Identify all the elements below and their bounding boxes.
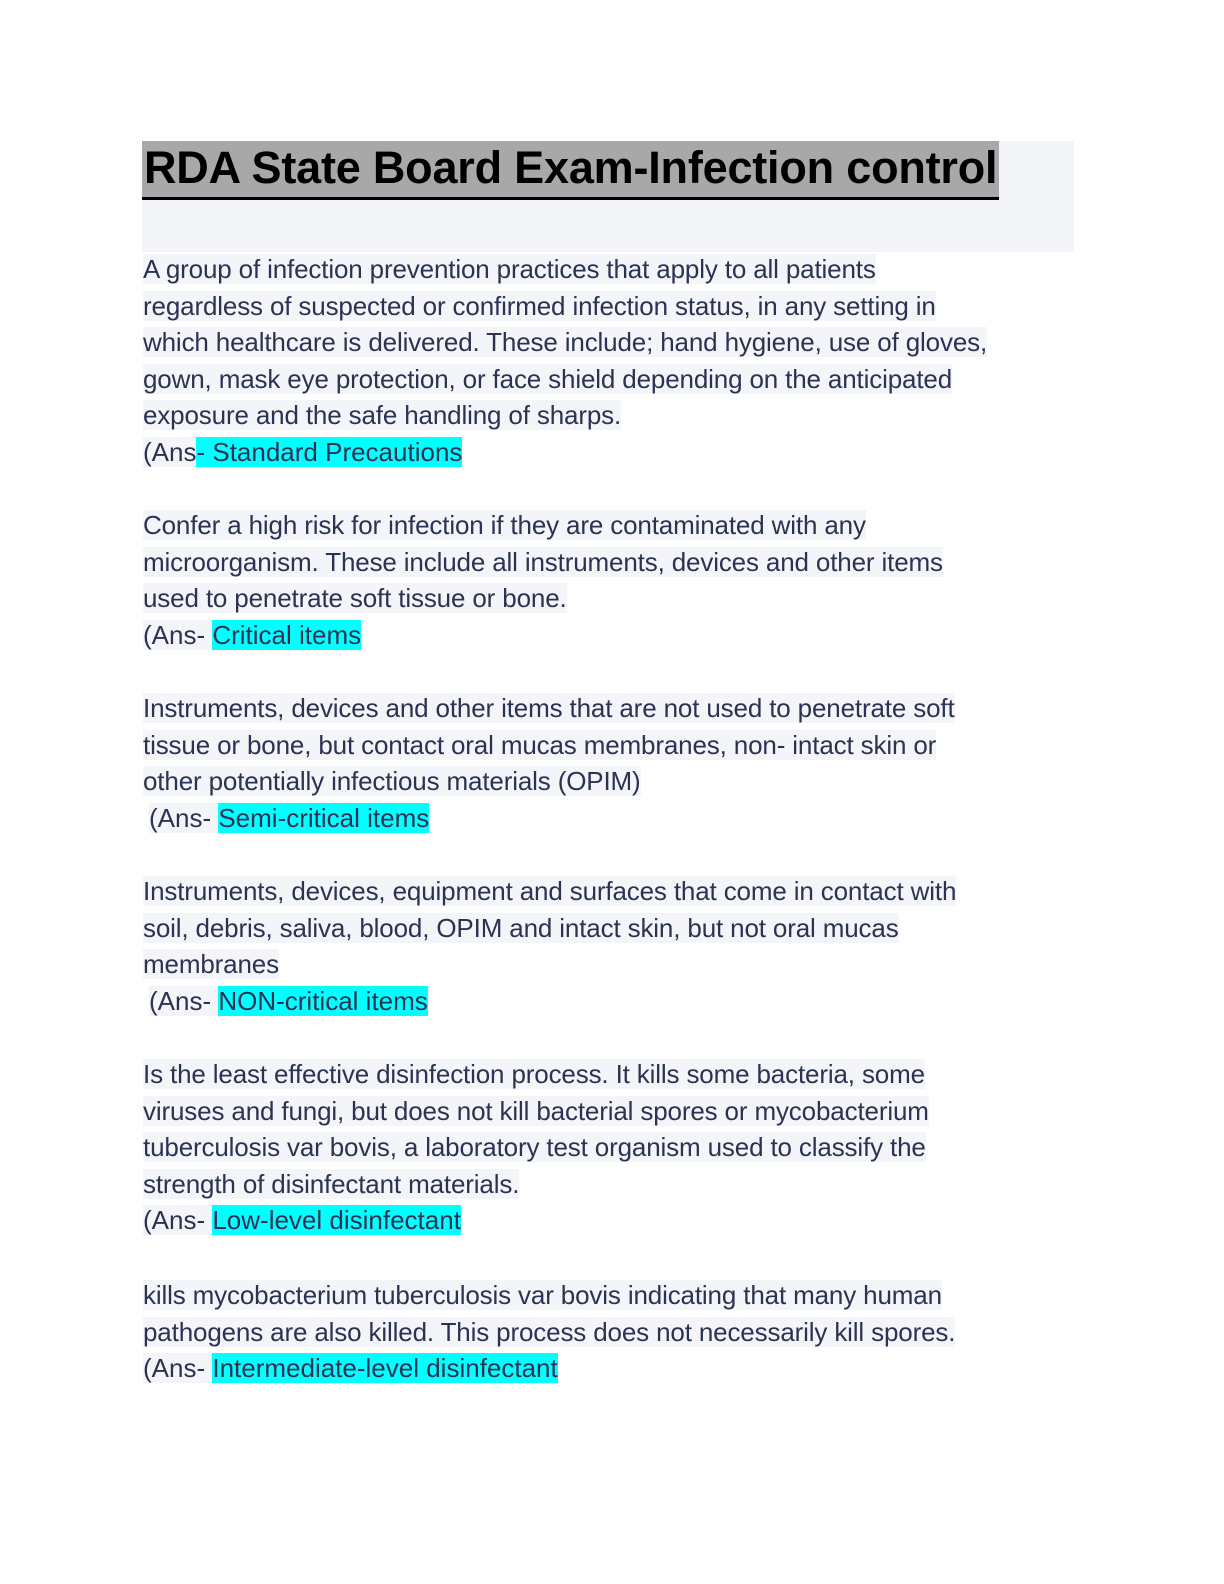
answer-prefix: (Ans bbox=[143, 436, 197, 467]
question-line: regardless of suspected or confirmed infection status, in any setting in bbox=[143, 290, 936, 321]
qa-item-standard-precautions bbox=[143, 251, 1083, 471]
question-line: strength of disinfectant materials. bbox=[143, 1168, 520, 1199]
answer-prefix: (Ans- bbox=[143, 619, 213, 650]
question-line: pathogens are also killed. This process does not necessarily kill spores. bbox=[143, 1316, 956, 1347]
question-line: soil, debris, saliva, blood, OPIM and intact skin, but not oral mucas bbox=[143, 912, 899, 943]
question-line: microorganism. These include all instruments, devices and other items bbox=[143, 546, 943, 577]
answer-highlight: Critical items bbox=[212, 619, 362, 650]
question-line: Is the least effective disinfection process. It kills some bacteria, some bbox=[143, 1059, 925, 1089]
question-line: viruses and fungi, but does not kill bacterial spores or mycobacterium bbox=[143, 1095, 929, 1126]
answer-highlight: Semi-critical items bbox=[218, 802, 430, 833]
answer-highlight: Intermediate-level disinfectant bbox=[212, 1353, 558, 1384]
question-line: Confer a high risk for infection if they are contaminated with any bbox=[143, 510, 866, 540]
question-line: used to penetrate soft tissue or bone. bbox=[143, 583, 567, 614]
question-line: exposure and the safe handling of sharps. bbox=[143, 400, 622, 431]
question-line: which healthcare is delivered. These include; hand hygiene, use of gloves, bbox=[143, 327, 988, 358]
answer-prefix: (Ans- bbox=[149, 985, 219, 1016]
question-line: gown, mask eye protection, or face shield depending on the anticipated bbox=[143, 363, 953, 394]
page-title: RDA State Board Exam-Infection control bbox=[142, 141, 999, 200]
answer-prefix: (Ans- bbox=[143, 1353, 213, 1384]
question-line: tissue or bone, but contact oral mucas membranes, non- intact skin or bbox=[143, 729, 937, 760]
answer-highlight: - Standard Precautions bbox=[196, 436, 463, 467]
question-line: A group of infection prevention practices that apply to all patients bbox=[143, 254, 876, 284]
question-line: Instruments, devices and other items that are not used to penetrate soft bbox=[143, 693, 955, 723]
question-line: Instruments, devices, equipment and surfaces that come in contact with bbox=[143, 876, 957, 906]
qa-item-intermediate-level-disinfectant bbox=[143, 1277, 1083, 1387]
answer-prefix: (Ans- bbox=[143, 1205, 213, 1236]
question-line: kills mycobacterium tuberculosis var bovis indicating that many human bbox=[143, 1280, 942, 1310]
qa-item-semi-critical-items bbox=[143, 690, 1083, 836]
qa-item-non-critical-items bbox=[143, 873, 1083, 1019]
answer-highlight: NON-critical items bbox=[218, 985, 428, 1016]
answer-prefix: (Ans- bbox=[149, 802, 219, 833]
answer-highlight: Low-level disinfectant bbox=[212, 1205, 461, 1236]
qa-item-low-level-disinfectant bbox=[143, 1056, 1083, 1239]
qa-item-critical-items bbox=[143, 507, 1083, 653]
question-line: tuberculosis var bovis, a laboratory test organism used to classify the bbox=[143, 1132, 926, 1163]
question-line: membranes bbox=[143, 949, 279, 980]
question-line: other potentially infectious materials (OPIM) bbox=[143, 766, 641, 797]
